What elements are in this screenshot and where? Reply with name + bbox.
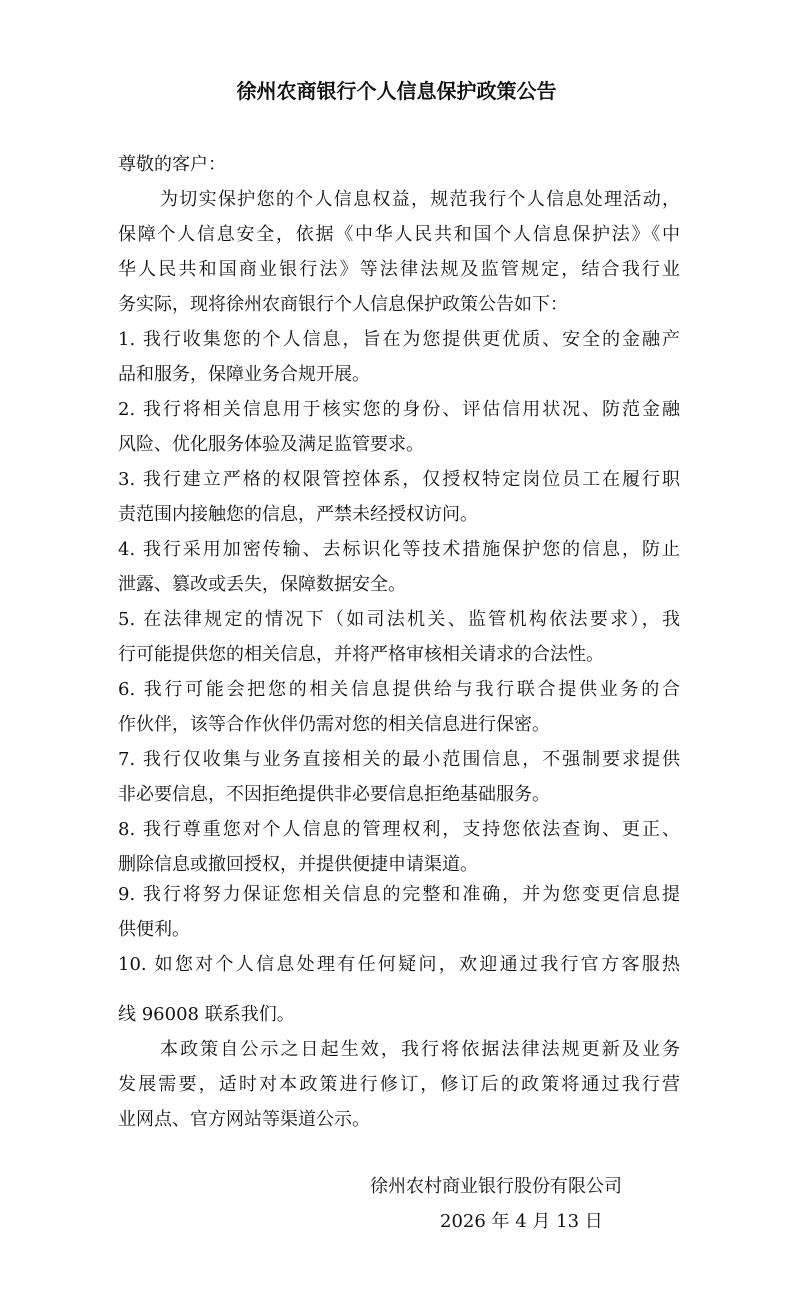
paragraph-line: 线 96008 联系我们。 [118,1004,295,1025]
paragraph-line: 保障个人信息安全，依据《中华人民共和国个人信息保护法》《中 [118,224,680,245]
paragraph-line: 责范围内接触您的信息，严禁未经授权访问。 [118,504,478,525]
paragraph-line: 作伙伴，该等合作伙伴仍需对您的相关信息进行保密。 [118,714,550,735]
paragraph-line: 风险、优化服务体验及满足监管要求。 [118,434,424,455]
paragraph-line: 5. 在法律规定的情况下（如司法机关、监管机构依法要求），我 [118,609,680,630]
paragraph-line: 华人民共和国商业银行法》等法律法规及监管规定，结合我行业 [118,259,680,280]
paragraph-line: 泄露、篡改或丢失，保障数据安全。 [118,574,406,595]
paragraph-line: 本政策自公示之日起生效，我行将依据法律法规更新及业务 [160,1039,680,1060]
paragraph-line: 供便利。 [118,919,190,940]
paragraph-line: 为切实保护您的个人信息权益，规范我行个人信息处理活动， [160,189,680,210]
paragraph-line: 3. 我行建立严格的权限管控体系，仅授权特定岗位员工在履行职 [118,469,680,490]
paragraph-line: 9. 我行将努力保证您相关信息的完整和准确，并为您变更信息提 [118,884,680,905]
paragraph-line: 发展需要，适时对本政策进行修订，修订后的政策将通过我行营 [118,1074,680,1095]
paragraph-line: 6. 我行可能会把您的相关信息提供给与我行联合提供业务的合 [118,679,680,700]
paragraph-line: 10. 如您对个人信息处理有任何疑问，欢迎通过我行官方客服热 [118,954,680,975]
salutation: 尊敬的客户： [118,154,226,175]
paragraph-line: 品和服务，保障业务合规开展。 [118,364,370,385]
signature-date: 2026 年 4 月 13 日 [440,1211,603,1232]
paragraph-line: 4. 我行采用加密传输、去标识化等技术措施保护您的信息，防止 [118,539,680,560]
document-title: 徐州农商银行个人信息保护政策公告 [236,79,557,103]
paragraph-line: 8. 我行尊重您对个人信息的管理权利，支持您依法查询、更正、 [118,819,680,840]
paragraph-line: 2. 我行将相关信息用于核实您的身份、评估信用状况、防范金融 [118,399,680,420]
paragraph-line: 业网点、官方网站等渠道公示。 [118,1109,370,1130]
paragraph-line: 1. 我行收集您的个人信息，旨在为您提供更优质、安全的金融产 [118,329,680,350]
signature-organization: 徐州农村商业银行股份有限公司 [370,1176,622,1197]
paragraph-line: 务实际，现将徐州农商银行个人信息保护政策公告如下： [118,294,568,315]
paragraph-line: 行可能提供您的相关信息，并将严格审核相关请求的合法性。 [118,644,604,665]
paragraph-line: 非必要信息，不因拒绝提供非必要信息拒绝基础服务。 [118,784,550,805]
paragraph-line: 7. 我行仅收集与业务直接相关的最小范围信息，不强制要求提供 [118,749,680,770]
paragraph-line: 删除信息或撤回授权，并提供便捷申请渠道。 [118,854,478,875]
